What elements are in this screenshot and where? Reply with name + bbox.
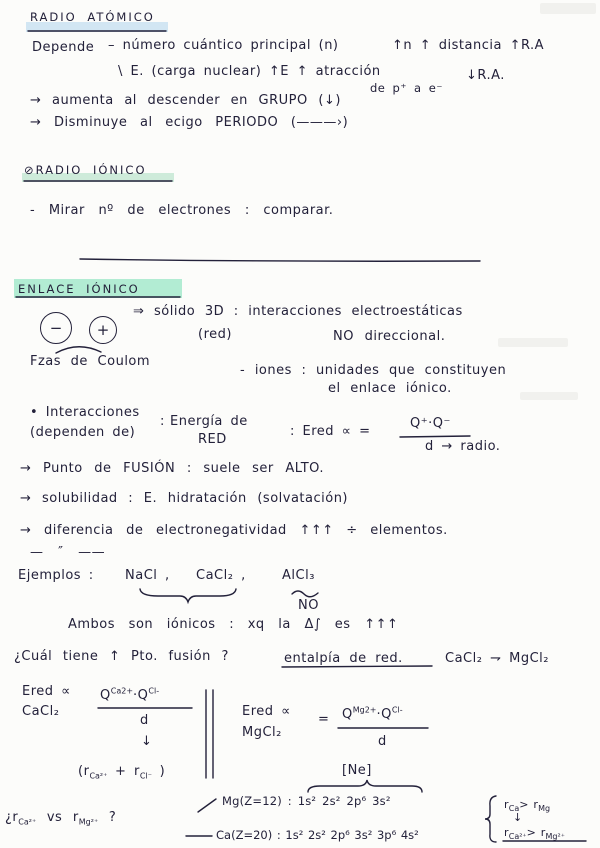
depende-label: Depende [32, 40, 95, 55]
dash-mg [198, 799, 216, 812]
ejemplo-nacl: NaCl , [125, 568, 170, 583]
diferencia-en-line: → diferencia de electronegatividad ↑↑↑ ÷ elementos. [20, 523, 448, 538]
heading-radio-ionico: ⊘RADIO IÓNICO [24, 163, 147, 177]
radius-symbol: r [504, 826, 509, 839]
cation-charge-sup: Mg2+ [352, 705, 377, 715]
ered-mgcl2-label: Ered ∝ [242, 704, 291, 719]
radio-ionico-note: - Mirar nº de electrones : comparar. [30, 203, 334, 218]
charge-symbol: Q [342, 707, 353, 722]
ered-cacl2-label: Ered ∝ [22, 684, 71, 699]
brace-conclusion [485, 796, 496, 842]
interacciones-label: • Interacciones [30, 405, 140, 420]
radius-symbol: r [504, 798, 509, 811]
ambos-ionicos-line: Ambos son iónicos : xq la Δ∫ es ↑↑↑ [68, 617, 399, 632]
cation-icon: + [89, 316, 117, 344]
dependen-label: (dependen de) [30, 425, 136, 440]
radius-ca-sub: Ca²⁺ [18, 817, 37, 827]
brace-ne-core [308, 780, 422, 792]
ditto-marks: — ″ —— [30, 545, 106, 560]
charge-symbol: Q [381, 707, 392, 722]
red-label: (red) [198, 327, 232, 342]
iones-line-cont: el enlace iónico. [328, 381, 452, 396]
heading-radio-atomico: RADIO ATÓMICO [30, 10, 155, 24]
paren-open: ( [78, 764, 84, 779]
conclusion-arrow: ↓ [513, 811, 523, 824]
heading-enlace-ionico: ENLACE IÓNICO [18, 282, 140, 296]
energia-label: Energía de [170, 414, 248, 429]
ered-numerator: Q⁺·Q⁻ [410, 416, 451, 431]
ered-cacl2-denominator: d [140, 713, 149, 728]
ered-cacl2-radios [78, 764, 165, 780]
greater-than: > r [526, 826, 546, 839]
section-separator [80, 259, 480, 261]
radius-mg-sub: Mg [538, 804, 551, 814]
ered-mgcl2-compound: MgCl₂ [242, 725, 282, 740]
solubilidad-line: → solubilidad : E. hidratación (solvatación) [20, 491, 349, 506]
ered-cacl2-compound: CaCl₂ [22, 704, 60, 719]
compuestos-comparados: CaCl₂ ⇁ MgCl₂ [445, 651, 549, 666]
ca-electron-config: Ca(Z=20) : 1s² 2s² 2p⁶ 3s² 3p⁶ 4s² [216, 828, 419, 842]
radius-ca-sub: Ca²⁺ [508, 832, 527, 842]
question-open: ¿r [5, 810, 19, 825]
ered-mgcl2-denominator: d [378, 734, 387, 749]
charge-symbol: Q [137, 688, 149, 703]
radius-symbol: r [134, 764, 140, 779]
anion-charge-sup: Cl- [391, 705, 403, 715]
versus-label: vs r [46, 810, 79, 825]
quantum-number-line: – número cuántico principal (n) [108, 38, 339, 53]
radius-question [5, 810, 116, 826]
radius-ca-sub: Ca [508, 804, 520, 814]
radius-mg-sub: Mg²⁺ [78, 817, 99, 827]
ered-cacl2-arrow: ↓ [141, 734, 153, 749]
alcl3-note: NO [298, 598, 319, 613]
radius-ca-sub: Ca²⁺ [89, 771, 108, 781]
fraction-line-ered [400, 436, 470, 437]
ejemplos-label: Ejemplos : [18, 568, 94, 583]
ered-cacl2-numerator [100, 688, 159, 704]
anion-charge-sup: Cl- [148, 686, 160, 696]
conclusion-ionic-radii [504, 825, 565, 841]
energia-red-label: RED [198, 432, 227, 447]
ered-mgcl2-equals: = [318, 712, 330, 727]
fuerzas-coulomb: Fzas de Coulom [30, 354, 151, 369]
radius-mg-sub: Mg²⁺ [545, 832, 565, 842]
ered-denominator: d → radio. [425, 439, 501, 454]
pregunta-fusion: ¿Cuál tiene ↑ Pto. fusión ? [14, 649, 229, 664]
noble-gas-core: [Ne] [342, 763, 372, 778]
ejemplo-cacl2: CaCl₂ , [196, 568, 246, 583]
tilde-alcl3 [292, 591, 318, 597]
trend-periodo: → Disminuye al ecigo PERIODO (———›) [30, 115, 349, 130]
anion-icon: − [40, 312, 72, 344]
interacciones-colon: : [160, 414, 165, 429]
solido-3d-line: ⇒ sólido 3D : interacciones electroestáticas [133, 304, 463, 319]
conclusion-neutral-radii [504, 797, 550, 813]
quantum-number-effect: ↑n ↑ distancia ↑R.A [392, 38, 545, 53]
product-dot: · [376, 707, 382, 722]
nuclear-charge-subnote: de p⁺ a e⁻ [370, 81, 443, 95]
ered-formula-label: : Ered ∝ = [290, 424, 371, 439]
product-dot: · [133, 688, 138, 703]
nuclear-charge-line: \ E. (carga nuclear) ↑E ↑ atracción [118, 64, 381, 79]
coulomb-arc [56, 347, 101, 353]
paren-close: ) [159, 764, 166, 779]
greater-than: > r [519, 798, 539, 811]
brace-ejemplos [140, 589, 236, 602]
mg-electron-config: Mg(Z=12) : 1s² 2s² 2p⁶ 3s² [222, 794, 391, 808]
no-direccional: NO direccional. [333, 329, 446, 344]
radius-symbol: r [83, 764, 90, 779]
radius-cl-sub: Cl⁻ [139, 771, 152, 781]
ejemplo-alcl3: AlCl₃ [282, 568, 315, 583]
charge-symbol: Q [100, 688, 111, 703]
cation-charge-sup: Ca2+ [110, 686, 134, 696]
entalpia-red: entalpía de red. [284, 651, 403, 666]
punto-fusion-line: → Punto de FUSIÓN : suele ser ALTO. [20, 461, 324, 476]
plus-sign: + [115, 764, 127, 779]
nuclear-charge-effect: ↓R.A. [466, 68, 505, 83]
ered-mgcl2-numerator [342, 707, 403, 723]
trend-grupo: → aumenta al descender en GRUPO (↓) [30, 93, 341, 108]
question-close: ? [108, 810, 117, 825]
iones-line: - iones : unidades que constituyen [240, 363, 507, 378]
